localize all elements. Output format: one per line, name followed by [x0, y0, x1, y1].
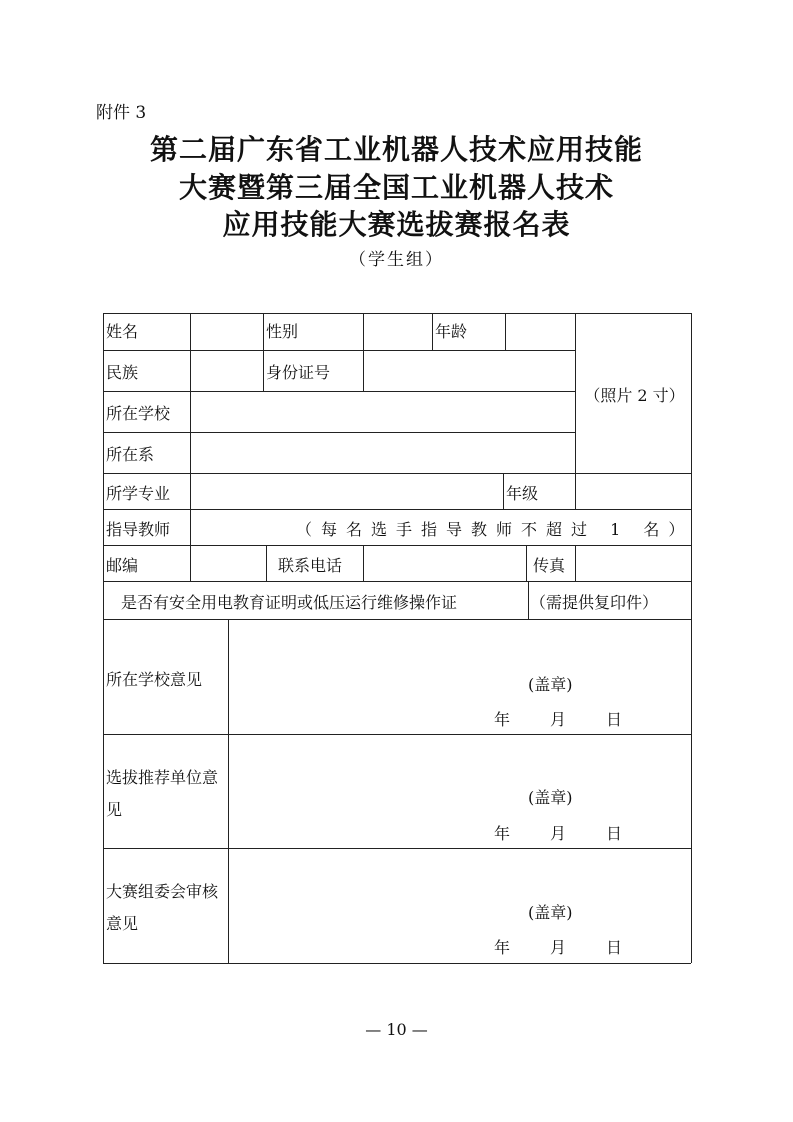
school-opinion-label: 所在学校意见	[106, 670, 203, 689]
school-opinion-stamp: (盖章)	[528, 675, 573, 694]
instructor-note: （每名选手指导教师不超过 1 名）	[296, 520, 694, 539]
school-opinion-month: 月	[550, 710, 567, 729]
ethnicity-label: 民族	[106, 363, 139, 382]
name-label: 姓名	[106, 322, 139, 341]
committee-review-opinion-label: 大赛组委会审核意见	[106, 882, 219, 933]
form-title-line-3: 应用技能大赛选拔赛报名表	[222, 208, 571, 241]
attachment-label: 附件 3	[96, 103, 147, 123]
recommending-unit-opinion-year: 年	[494, 824, 511, 843]
postcode-label: 邮编	[106, 556, 139, 575]
school-opinion-year: 年	[494, 710, 511, 729]
age-label: 年龄	[435, 322, 468, 341]
form-subtitle: （学生组）	[349, 250, 444, 270]
department-label: 所在系	[106, 445, 155, 464]
instructor-label: 指导教师	[106, 520, 171, 539]
major-label: 所学专业	[106, 484, 171, 503]
school-opinion-day: 日	[606, 710, 623, 729]
recommending-unit-opinion-stamp: (盖章)	[528, 788, 573, 807]
school-label: 所在学校	[106, 404, 171, 423]
id-number-label: 身份证号	[266, 363, 331, 382]
committee-review-opinion-year: 年	[494, 938, 511, 957]
form-title-line-1: 第二届广东省工业机器人技术应用技能	[149, 133, 643, 166]
committee-review-opinion-month: 月	[550, 938, 567, 957]
form-title-line-2: 大赛暨第三届全国工业机器人技术	[178, 171, 614, 204]
certificate-label: 是否有安全用电教育证明或低压运行维修操作证	[121, 593, 458, 612]
committee-review-opinion-stamp: (盖章)	[528, 903, 573, 922]
phone-label: 联系电话	[278, 556, 343, 575]
committee-review-opinion-day: 日	[606, 938, 623, 957]
certificate-note: （需提供复印件）	[530, 593, 659, 612]
photo-placeholder: （照片 2 寸）	[584, 386, 685, 405]
gender-label: 性别	[266, 322, 299, 341]
fax-label: 传真	[533, 556, 566, 575]
recommending-unit-opinion-day: 日	[606, 824, 623, 843]
recommending-unit-opinion-label: 选拔推荐单位意见	[106, 768, 219, 819]
recommending-unit-opinion-month: 月	[550, 824, 567, 843]
grade-label: 年级	[506, 484, 539, 503]
page-number: — 10 —	[365, 1020, 428, 1039]
